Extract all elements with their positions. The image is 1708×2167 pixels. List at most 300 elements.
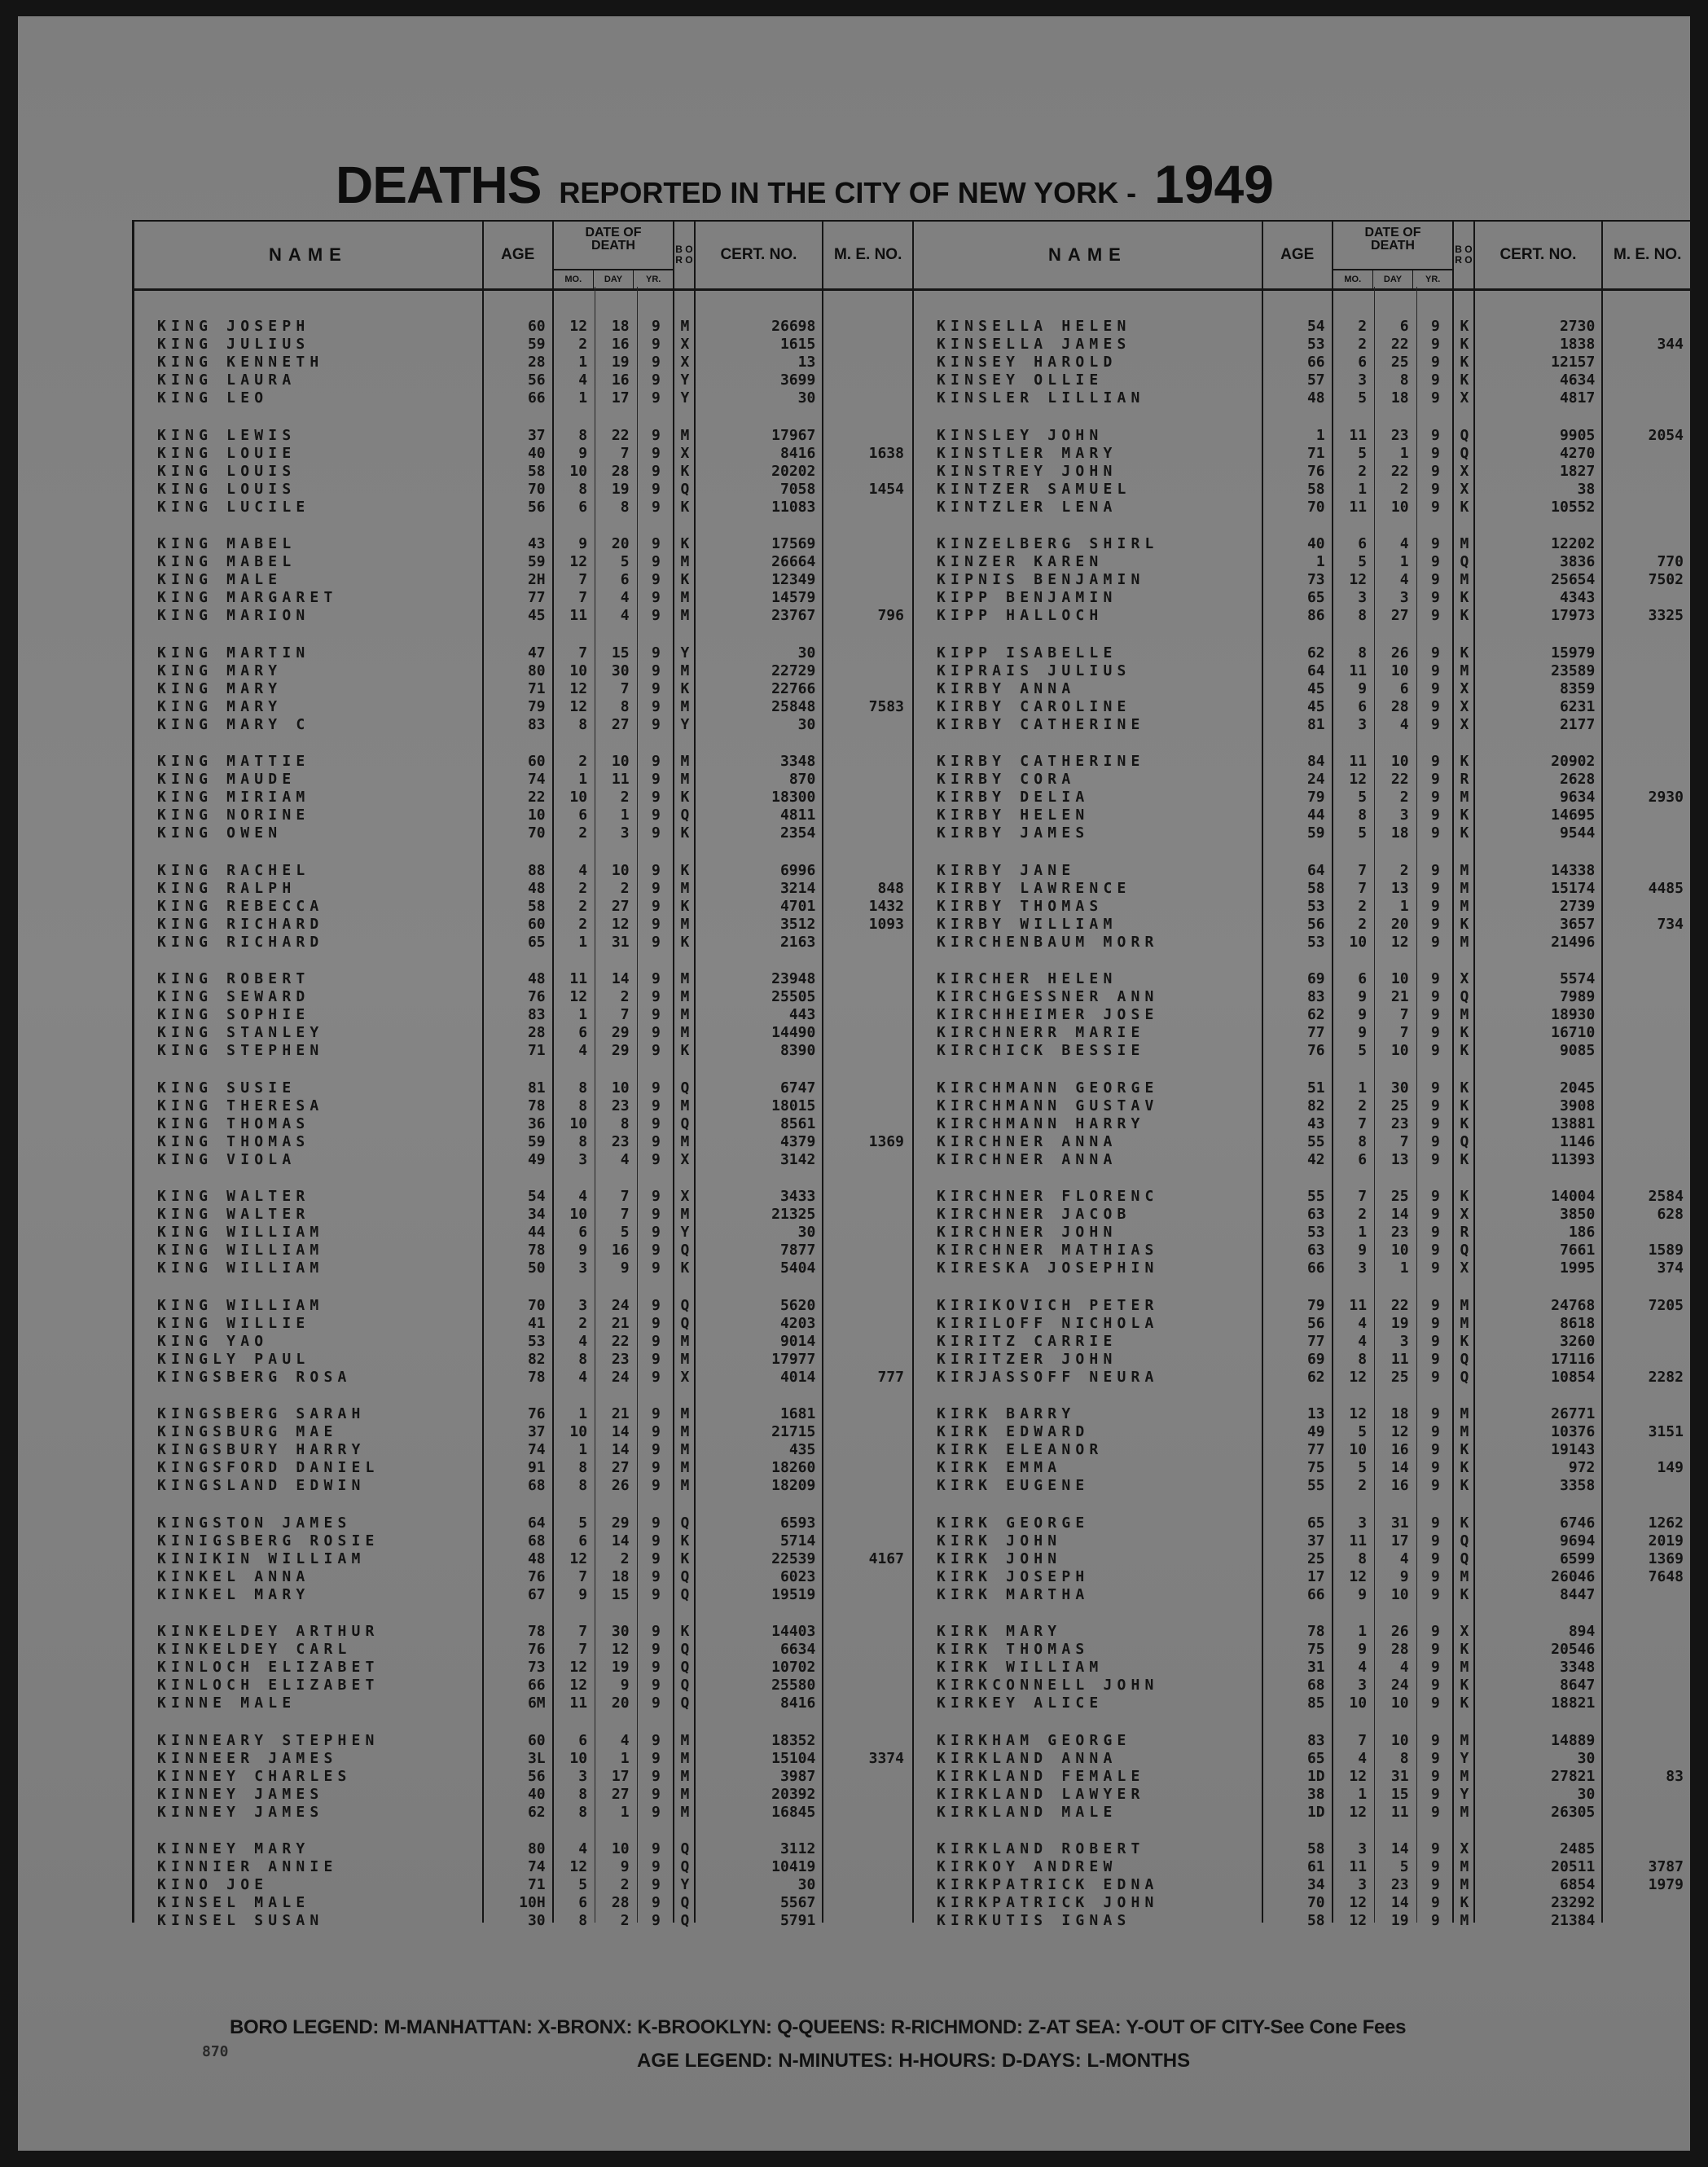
right-cell-age: 63 — [1306, 1206, 1325, 1223]
left-cell-name: KINLOCH ELIZABET — [157, 1659, 380, 1676]
right-cell-boro: K — [1460, 1024, 1469, 1041]
left-cell-boro: Q — [680, 1659, 690, 1676]
left-cell-me — [823, 1768, 904, 1786]
left-cell-me — [823, 1097, 904, 1115]
right-cell-name: KINTZER SAMUEL — [937, 480, 1131, 498]
right-cell-me — [1603, 1351, 1684, 1369]
right-cell-me — [1603, 1677, 1684, 1694]
right-cell-name: KIRKHAM GEORGE — [937, 1731, 1131, 1749]
right-cell-day: 2 — [1399, 480, 1409, 498]
left-cell-boro: M — [680, 426, 690, 444]
left-cell-yr: 9 — [652, 607, 661, 624]
left-cell-age: 83 — [527, 1006, 546, 1023]
right-cell-age: 1D — [1306, 1803, 1325, 1821]
left-cell-name: KING WILLIAM — [157, 1259, 324, 1277]
left-cell-name: KING WILLIAM — [157, 1224, 324, 1241]
left-table-row — [134, 916, 912, 934]
right-table-row — [914, 1188, 1692, 1206]
left-cell-me — [823, 1677, 904, 1694]
left-table-row — [134, 988, 912, 1006]
right-cell-day: 10 — [1390, 498, 1409, 516]
left-cell-boro: Y — [680, 1224, 690, 1241]
right-cell-me: 1262 — [1648, 1514, 1684, 1532]
left-cell-age: 76 — [527, 988, 546, 1005]
right-cell-me: 1979 — [1648, 1876, 1684, 1893]
right-cell-cert: 1146 — [1559, 1132, 1596, 1150]
left-cell-mo: 7 — [578, 1567, 588, 1585]
left-cell-me — [823, 1840, 904, 1858]
right-table-row — [914, 862, 1692, 880]
right-cell-cert: 8647 — [1559, 1677, 1596, 1694]
right-cell-mo: 12 — [1349, 1767, 1368, 1785]
right-table-row — [914, 535, 1692, 553]
right-cell-boro: M — [1460, 662, 1469, 679]
left-cell-mo: 2 — [578, 824, 588, 842]
left-cell-day: 28 — [611, 1894, 630, 1911]
left-header-date-sub-2: YR. — [646, 275, 661, 284]
left-cell-cert: 12349 — [771, 571, 816, 588]
left-cell-day: 14 — [611, 970, 630, 987]
left-cell-age: 3L — [527, 1749, 546, 1767]
right-cell-boro: K — [1460, 589, 1469, 606]
left-cell-name: KINSEL MALE — [157, 1894, 310, 1911]
left-cell-me — [823, 318, 904, 336]
right-cell-me: 628 — [1657, 1206, 1684, 1223]
left-cell-cert: 17977 — [771, 1350, 816, 1368]
right-cell-me: 2584 — [1648, 1188, 1684, 1205]
left-cell-yr: 9 — [652, 915, 661, 933]
left-cell-boro: M — [680, 1350, 690, 1368]
left-cell-name: KING MABEL — [157, 535, 296, 552]
right-cell-day: 11 — [1390, 1350, 1409, 1368]
left-table-row — [134, 680, 912, 698]
right-cell-me: 374 — [1657, 1259, 1684, 1277]
left-cell-age: 80 — [527, 1840, 546, 1857]
left-cell-me: 848 — [877, 879, 904, 897]
left-cell-cert: 4811 — [779, 807, 816, 824]
left-cell-yr: 9 — [652, 1731, 661, 1749]
left-cell-age: 60 — [527, 753, 546, 770]
left-cell-yr: 9 — [652, 1097, 661, 1114]
right-cell-day: 28 — [1390, 697, 1409, 715]
left-cell-day: 27 — [611, 715, 630, 733]
left-table-row — [134, 1694, 912, 1712]
left-cell-cert: 1681 — [779, 1405, 816, 1422]
right-cell-day: 26 — [1390, 1623, 1409, 1640]
left-table-row — [134, 1151, 912, 1169]
right-cell-me — [1603, 1840, 1684, 1858]
left-cell-yr: 9 — [652, 897, 661, 915]
right-header-cert: CERT. NO. — [1475, 222, 1604, 288]
left-cell-cert: 11083 — [771, 498, 816, 516]
ledger-page — [18, 16, 1690, 2151]
right-cell-age: 85 — [1306, 1694, 1325, 1712]
left-table-row — [134, 1858, 912, 1876]
right-cell-boro: M — [1460, 861, 1469, 879]
left-table-row — [134, 1677, 912, 1694]
left-cell-cert: 25580 — [771, 1677, 816, 1694]
right-cell-age: 81 — [1306, 715, 1325, 733]
right-cell-age: 83 — [1306, 1731, 1325, 1749]
left-table-row — [134, 1441, 912, 1459]
right-cell-boro: M — [1460, 1767, 1469, 1785]
right-cell-name: KIRCHNER MATHIAS — [937, 1242, 1159, 1259]
right-cell-age: 34 — [1306, 1876, 1325, 1893]
left-table-row — [134, 481, 912, 499]
right-cell-yr: 9 — [1431, 1767, 1440, 1785]
right-header-age: AGE — [1263, 222, 1333, 288]
right-cell-boro: K — [1460, 824, 1469, 842]
right-cell-yr: 9 — [1431, 1224, 1440, 1241]
left-cell-age: 64 — [527, 1514, 546, 1532]
left-cell-yr: 9 — [652, 1912, 661, 1929]
left-cell-age: 76 — [527, 1641, 546, 1658]
left-cell-yr: 9 — [652, 1006, 661, 1023]
right-cell-day: 7 — [1399, 1006, 1409, 1023]
left-cell-me — [823, 824, 904, 842]
right-cell-day: 10 — [1390, 1731, 1409, 1749]
right-header-me: M. E. NO. — [1613, 246, 1682, 263]
right-cell-day: 11 — [1390, 1803, 1409, 1821]
left-cell-day: 28 — [611, 462, 630, 480]
left-cell-yr: 9 — [652, 988, 661, 1005]
left-cell-age: 76 — [527, 1405, 546, 1422]
left-cell-cert: 23948 — [771, 970, 816, 987]
right-cell-yr: 9 — [1431, 1549, 1440, 1567]
left-cell-name: KING YAO — [157, 1332, 269, 1350]
left-cell-age: 83 — [527, 715, 546, 733]
left-cell-day: 2 — [620, 1876, 630, 1893]
right-cell-mo: 6 — [1358, 1150, 1368, 1168]
right-cell-me: 4485 — [1648, 879, 1684, 897]
left-table-row — [134, 662, 912, 680]
right-cell-name: KIRBY WILLIAM — [937, 915, 1117, 933]
right-cell-day: 23 — [1390, 1114, 1409, 1132]
right-cell-yr: 9 — [1431, 1694, 1440, 1712]
left-table-row — [134, 607, 912, 625]
left-cell-boro: K — [680, 1042, 690, 1059]
right-cell-yr: 9 — [1431, 1785, 1440, 1803]
right-cell-age: 65 — [1306, 1514, 1325, 1532]
left-cell-boro: X — [680, 1368, 690, 1386]
right-cell-day: 10 — [1390, 753, 1409, 770]
left-cell-boro: M — [680, 1767, 690, 1785]
left-cell-cert: 17967 — [771, 426, 816, 444]
left-table-row — [134, 371, 912, 389]
left-cell-mo: 10 — [569, 662, 588, 679]
left-cell-boro: Q — [680, 1858, 690, 1875]
left-cell-day: 1 — [620, 807, 630, 824]
left-cell-boro: M — [680, 915, 690, 933]
left-cell-yr: 9 — [652, 535, 661, 552]
right-cell-age: 37 — [1306, 1532, 1325, 1549]
right-table-row — [914, 1079, 1692, 1097]
right-cell-mo: 4 — [1358, 1749, 1368, 1767]
left-cell-name: KING THOMAS — [157, 1132, 310, 1150]
right-table-row — [914, 1768, 1692, 1786]
left-cell-day: 29 — [611, 1514, 630, 1532]
right-cell-age: 78 — [1306, 1623, 1325, 1640]
right-cell-age: 44 — [1306, 807, 1325, 824]
right-cell-boro: M — [1460, 1296, 1469, 1314]
left-cell-age: 60 — [527, 318, 546, 335]
left-table-row — [134, 1750, 912, 1768]
left-cell-name: KING LAURA — [157, 371, 296, 389]
left-cell-boro: M — [680, 1097, 690, 1114]
right-table-row — [914, 1876, 1692, 1894]
left-cell-day: 4 — [620, 607, 630, 624]
right-cell-age: 40 — [1306, 535, 1325, 552]
left-cell-mo: 9 — [578, 444, 588, 462]
left-table-row — [134, 1768, 912, 1786]
right-table-row — [914, 1115, 1692, 1133]
right-cell-cert: 1838 — [1559, 336, 1596, 353]
left-cell-day: 16 — [611, 336, 630, 353]
right-cell-age: 84 — [1306, 753, 1325, 770]
left-cell-day: 7 — [620, 1206, 630, 1223]
left-cell-boro: Q — [680, 1585, 690, 1603]
right-cell-yr: 9 — [1431, 589, 1440, 606]
right-cell-cert: 16710 — [1551, 1024, 1596, 1041]
right-cell-me — [1603, 499, 1684, 516]
right-cell-cert: 972 — [1568, 1459, 1596, 1476]
left-cell-mo: 8 — [578, 1459, 588, 1476]
left-cell-cert: 3348 — [779, 753, 816, 770]
right-cell-age: 49 — [1306, 1423, 1325, 1440]
age-legend: AGE LEGEND: N-MINUTES: H-HOURS: D-DAYS: L-MONTHS — [637, 2050, 1191, 2072]
left-table-row — [134, 445, 912, 463]
right-cell-cert: 15979 — [1551, 644, 1596, 662]
left-cell-cert: 18352 — [771, 1731, 816, 1749]
right-cell-boro: X — [1460, 462, 1469, 480]
right-cell-mo: 9 — [1358, 1242, 1368, 1259]
left-cell-name: KINO JOE — [157, 1876, 269, 1893]
right-cell-me — [1603, 1750, 1684, 1768]
left-cell-cert: 6996 — [779, 861, 816, 879]
left-table-row — [134, 336, 912, 354]
right-cell-boro: Q — [1460, 444, 1469, 462]
left-cell-cert: 30 — [797, 389, 816, 407]
left-cell-me — [823, 1894, 904, 1912]
left-cell-yr: 9 — [652, 1641, 661, 1658]
right-cell-boro: X — [1460, 1206, 1469, 1223]
left-cell-age: 37 — [527, 1423, 546, 1440]
left-cell-cert: 7877 — [779, 1242, 816, 1259]
left-cell-day: 23 — [611, 1132, 630, 1150]
right-cell-mo: 4 — [1358, 1659, 1368, 1676]
left-table-row — [134, 1333, 912, 1351]
left-cell-yr: 9 — [652, 1894, 661, 1911]
right-cell-cert: 2177 — [1559, 715, 1596, 733]
left-cell-day: 11 — [611, 771, 630, 788]
left-cell-mo: 4 — [578, 1042, 588, 1059]
right-cell-cert: 8618 — [1559, 1314, 1596, 1332]
left-cell-age: 22 — [527, 789, 546, 806]
right-cell-mo: 6 — [1358, 535, 1368, 552]
right-cell-mo: 12 — [1349, 1405, 1368, 1422]
right-cell-mo: 9 — [1358, 1006, 1368, 1023]
right-cell-cert: 9544 — [1559, 824, 1596, 842]
left-cell-age: 73 — [527, 1659, 546, 1676]
left-cell-yr: 9 — [652, 1423, 661, 1440]
left-cell-mo: 8 — [578, 426, 588, 444]
right-cell-name: KIRCHGESSNER ANN — [937, 988, 1159, 1005]
right-table-row — [914, 1405, 1692, 1423]
right-cell-mo: 11 — [1349, 1532, 1368, 1549]
left-cell-boro: Y — [680, 1876, 690, 1893]
left-cell-cert: 8561 — [779, 1114, 816, 1132]
right-cell-boro: M — [1460, 1423, 1469, 1440]
left-cell-boro: X — [680, 354, 690, 371]
left-cell-boro: M — [680, 1405, 690, 1422]
left-cell-name: KING LEO — [157, 389, 269, 407]
right-cell-me — [1603, 1151, 1684, 1169]
left-table-row — [134, 553, 912, 571]
right-cell-day: 8 — [1399, 371, 1409, 389]
right-cell-boro: K — [1460, 336, 1469, 353]
right-cell-name: KIRBY CATHERINE — [937, 715, 1145, 733]
left-cell-boro: Q — [680, 1314, 690, 1332]
right-cell-mo: 7 — [1358, 861, 1368, 879]
right-table-row — [914, 1677, 1692, 1694]
left-cell-name: KING WALTER — [157, 1206, 310, 1223]
left-cell-boro: Y — [680, 644, 690, 662]
right-cell-yr: 9 — [1431, 1423, 1440, 1440]
left-cell-day: 15 — [611, 644, 630, 662]
right-cell-name: KIRKLAND ROBERT — [937, 1840, 1145, 1857]
right-cell-day: 7 — [1399, 1132, 1409, 1150]
left-cell-name: KING LUCILE — [157, 498, 310, 516]
right-cell-mo: 5 — [1358, 1042, 1368, 1059]
right-cell-me — [1603, 318, 1684, 336]
right-cell-boro: K — [1460, 1677, 1469, 1694]
left-table-row — [134, 1477, 912, 1495]
right-cell-boro: X — [1460, 1259, 1469, 1277]
right-cell-cert: 3348 — [1559, 1659, 1596, 1676]
right-cell-day: 22 — [1390, 336, 1409, 353]
left-cell-cert: 3112 — [779, 1840, 816, 1857]
right-cell-mo: 2 — [1358, 1206, 1368, 1223]
left-cell-me — [823, 807, 904, 824]
left-cell-day: 9 — [620, 1858, 630, 1875]
left-cell-day: 4 — [620, 589, 630, 606]
left-cell-cert: 5620 — [779, 1296, 816, 1314]
left-cell-cert: 5791 — [779, 1912, 816, 1929]
left-cell-cert: 2163 — [779, 933, 816, 951]
right-table-row — [914, 463, 1692, 481]
left-cell-age: 77 — [527, 589, 546, 606]
left-cell-mo: 12 — [569, 988, 588, 1005]
right-cell-yr: 9 — [1431, 1840, 1440, 1857]
right-cell-cert: 9634 — [1559, 789, 1596, 806]
right-table-row — [914, 1133, 1692, 1151]
right-cell-me — [1603, 1477, 1684, 1495]
left-cell-me — [823, 789, 904, 807]
right-table-row — [914, 1750, 1692, 1768]
right-cell-mo: 2 — [1358, 318, 1368, 335]
left-cell-boro: Q — [680, 1114, 690, 1132]
left-cell-mo: 11 — [569, 607, 588, 624]
right-cell-age: 77 — [1306, 1332, 1325, 1350]
right-cell-me: 2282 — [1648, 1368, 1684, 1386]
right-cell-name: KIRK JOSEPH — [937, 1567, 1090, 1585]
left-table-row — [134, 1351, 912, 1369]
right-cell-boro: X — [1460, 697, 1469, 715]
left-cell-age: 34 — [527, 1206, 546, 1223]
left-cell-yr: 9 — [652, 1585, 661, 1603]
right-cell-yr: 9 — [1431, 879, 1440, 897]
left-cell-mo: 7 — [578, 1623, 588, 1640]
right-cell-name: KIPP HALLOCH — [937, 607, 1104, 624]
left-table-row — [134, 862, 912, 880]
right-cell-boro: K — [1460, 1694, 1469, 1712]
right-table-row — [914, 389, 1692, 407]
left-cell-name: KING SEWARD — [157, 988, 310, 1005]
right-cell-yr: 9 — [1431, 1659, 1440, 1676]
right-cell-day: 24 — [1390, 1677, 1409, 1694]
left-cell-me — [823, 535, 904, 553]
right-cell-name: KIRBY ANNA — [937, 679, 1076, 697]
right-cell-cert: 9085 — [1559, 1042, 1596, 1059]
right-cell-mo: 2 — [1358, 897, 1368, 915]
left-cell-mo: 4 — [578, 1840, 588, 1857]
left-cell-me: 796 — [877, 607, 904, 624]
right-cell-yr: 9 — [1431, 1731, 1440, 1749]
right-cell-boro: M — [1460, 879, 1469, 897]
left-cell-boro: M — [680, 970, 690, 987]
right-cell-day: 18 — [1390, 1405, 1409, 1422]
left-cell-me — [823, 371, 904, 389]
left-cell-cert: 19519 — [771, 1585, 816, 1603]
right-cell-name: KINSTREY JOHN — [937, 462, 1117, 480]
right-cell-mo: 3 — [1358, 371, 1368, 389]
right-cell-cert: 17116 — [1551, 1350, 1596, 1368]
right-cell-name: KIRKLAND MALE — [937, 1803, 1117, 1821]
left-cell-yr: 9 — [652, 1677, 661, 1694]
right-cell-cert: 30 — [1577, 1749, 1596, 1767]
left-cell-boro: Q — [680, 1242, 690, 1259]
left-cell-mo: 11 — [569, 1694, 588, 1712]
left-cell-me — [823, 1242, 904, 1259]
right-table-row — [914, 988, 1692, 1006]
left-table-row — [134, 389, 912, 407]
right-cell-mo: 1 — [1358, 1623, 1368, 1640]
left-cell-me — [823, 1641, 904, 1659]
left-cell-me — [823, 1259, 904, 1277]
right-cell-yr: 9 — [1431, 389, 1440, 407]
right-cell-me — [1603, 1804, 1684, 1822]
right-cell-mo: 8 — [1358, 1350, 1368, 1368]
left-cell-yr: 9 — [652, 1042, 661, 1059]
right-cell-name: KINSELLA JAMES — [937, 336, 1131, 353]
right-cell-age: 25 — [1306, 1549, 1325, 1567]
left-cell-name: KING WILLIAM — [157, 1242, 324, 1259]
left-cell-cert: 16845 — [771, 1803, 816, 1821]
left-cell-day: 24 — [611, 1296, 630, 1314]
left-table-row — [134, 789, 912, 807]
left-cell-name: KINKELDEY CARL — [157, 1641, 352, 1658]
left-cell-name: KING OWEN — [157, 824, 283, 842]
right-cell-boro: K — [1460, 1459, 1469, 1476]
right-cell-cert: 3908 — [1559, 1097, 1596, 1114]
right-cell-day: 30 — [1390, 1079, 1409, 1097]
left-cell-age: 58 — [527, 462, 546, 480]
right-cell-name: KIRCHMANN GUSTAV — [937, 1097, 1159, 1114]
right-cell-mo: 6 — [1358, 354, 1368, 371]
right-table-row — [914, 1894, 1692, 1912]
left-cell-day: 1 — [620, 1749, 630, 1767]
right-cell-age: 70 — [1306, 498, 1325, 516]
